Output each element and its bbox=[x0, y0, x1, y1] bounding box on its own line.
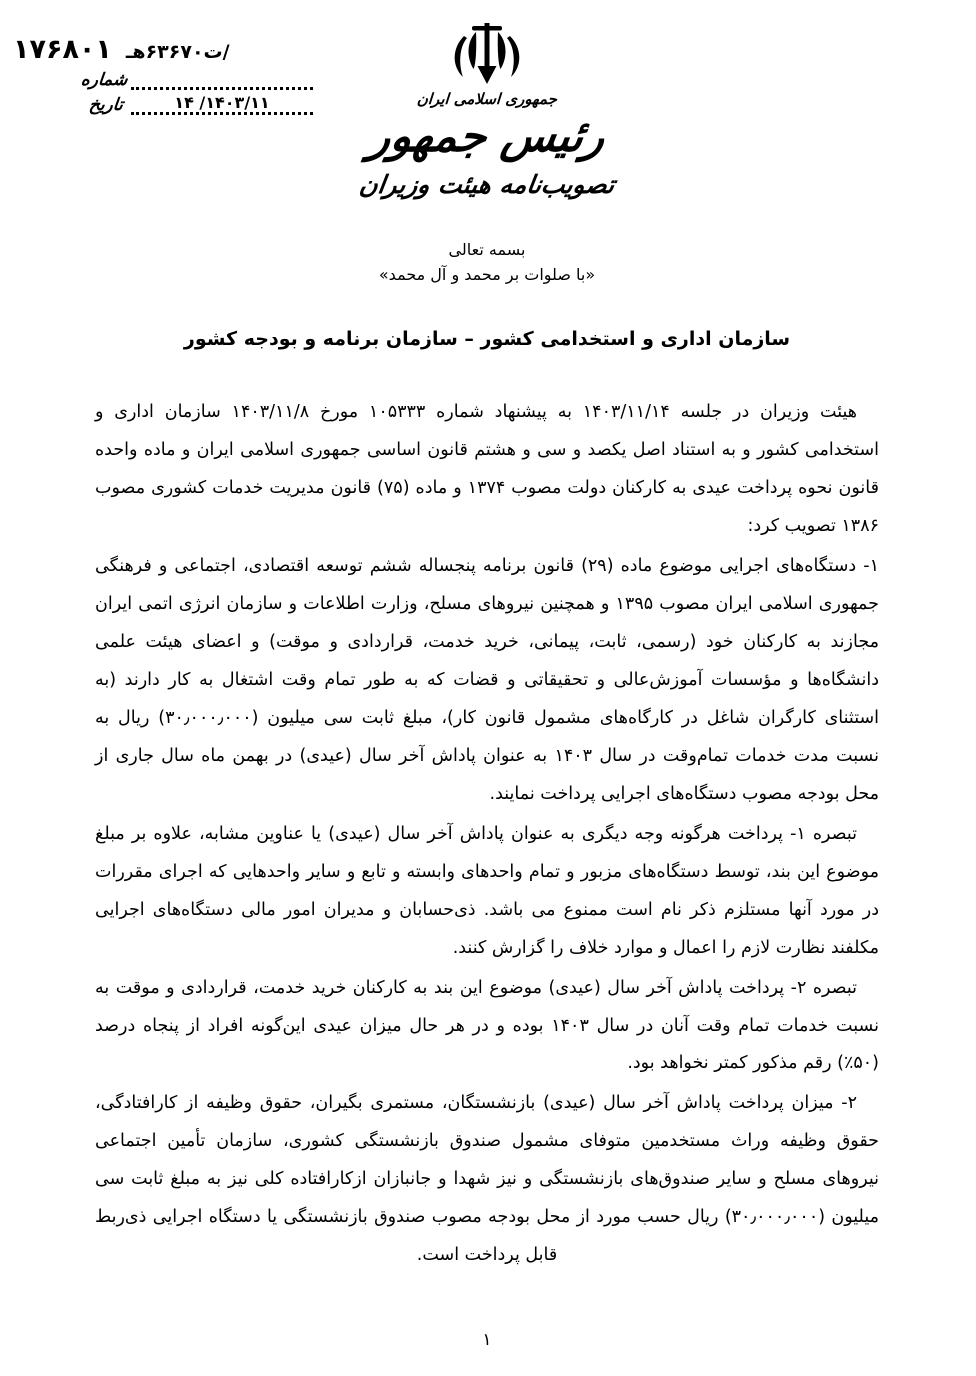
registry-number-label: شماره bbox=[80, 69, 130, 90]
paragraph-note-1: تبصره ۱- پرداخت هرگونه وجه دیگری به عنوان پاداش آخر سال (عیدی) یا عناوین مشابه، علاوه بر مبلغ موضوع این بند، توسط دستگاه‌های مزبور و تمام واحدهای وابسته و تابع و سایر واحدهایی که اجرای مقررات در مورد آنها مستلزم ذکر نام است ممنوع می باشد. ذی‌حسابان و مدیران امور مالی دستگاه‌های اجرایی مکلفند نظارت لازم را اعمال و موارد خلاف را گزارش کنند. bbox=[96, 823, 880, 958]
registry-date-value: ۱۴۰۳/۱۱/ ۱۴ bbox=[175, 93, 271, 112]
paragraph-preamble: هیئت وزیران در جلسه ۱۴۰۳/۱۱/۱۴ به پیشنهاد شماره ۱۰۵۳۳۳ مورخ ۱۴۰۳/۱۱/۸ سازمان اداری و استخدامی کشور و به استناد اصل یکصد و سی و هشتم قانون اساسی جمهوری اسلامی ایران و ماده واحده قانون نحوه پرداخت عیدی به کارکنان دولت مصوب ۱۳۷۴ و ماده (۷۵) قانون مدیریت خدمات کشوری مصوب ۱۳۸۶ تصویب کرد: bbox=[96, 402, 880, 536]
registry-number-main: ۱۷۶۸۰۱ bbox=[14, 34, 113, 65]
addressee-line: سازمان اداری و استخدامی کشور – سازمان برنامه و بودجه کشور bbox=[184, 328, 792, 350]
registry-date-label: تاریخ bbox=[88, 94, 125, 115]
document-header bbox=[0, 0, 976, 310]
emblem-and-titles bbox=[0, 22, 976, 199]
paragraph-clause-2: ۲- میزان پرداخت پاداش آخر سال (عیدی) بازنشستگان، مستمری بگیران، حقوق وظیفه از کارافتادگی، حقوق وظیفه وراث مستخدمین متوفای مشمول صندوق بازنشستگی کشوری، سازمان تأمین اجتماعی نیروهای مسلح و سایر صندوق‌های بازنشستگی و نیز شهدا و جانبازان ازکارافتاده کلی نیز به مبلغ ثابت سی میلیون (۳۰٫۰۰۰٫۰۰۰) ریال حسب مورد از محل بودجه مصوب صندوق بازنشستگی یا دستگاه اجرایی ذی‌ربط قابل پرداخت است. bbox=[96, 1093, 880, 1266]
paragraph-note-2: تبصره ۲- پرداخت پاداش آخر سال (عیدی) موضوع این بند به کارکنان خرید خدمت، قراردادی و موقت به نسبت خدمات تمام وقت آنان در سال ۱۴۰۳ بوده و در هر حال میزان عیدی این‌گونه افراد از پنجاه درصد (۵۰٪) رقم مذکور کمتر نخواهد بود. bbox=[96, 977, 880, 1074]
document-body bbox=[96, 394, 880, 1275]
iran-emblem-icon bbox=[447, 22, 529, 88]
invocation-line-2: «با صلوات بر محمد و آل محمد» bbox=[379, 264, 597, 284]
country-name: جمهوری اسلامی ایران bbox=[417, 90, 559, 108]
decree-title: تصویب‌نامه هیئت وزیران bbox=[358, 170, 618, 200]
paragraph-clause-1: ۱- دستگاه‌های اجرایی موضوع ماده (۲۹) قانون برنامه پنجساله ششم توسعه اقتصادی، اجتماعی و فرهنگی جمهوری اسلامی ایران مصوب ۱۳۹۵ و همچنین نیروهای مسلح، وزارت اطلاعات و سازمان انرژی اتمی ایران مجازند به کارکنان خود (رسمی، ثابت، پیمانی، خرید خدمت، قراردادی و موقت) و اعضای هیئت علمی دانشگاه‌ها و مؤسسات آموزش‌عالی و تحقیقاتی و قضات که به طور تمام وقت اشتغال به کار دارند (به استثنای کارگران شاغل در کارگاه‌های مشمول قانون کار)، مبلغ ثابت سی میلیون (۳۰٫۰۰۰٫۰۰۰) ریال به نسبت مدت خدمات تمام‌وقت در سال ۱۴۰۳ به عنوان پاداش آخر سال (عیدی) در بهمن ماه سال جاری از محل بودجه مصوب دستگاه‌های اجرایی پرداخت نمایند. bbox=[96, 555, 881, 804]
registry-number-suffix: /ت۶۳۶۷۰هـ bbox=[126, 41, 231, 63]
invocation-block bbox=[0, 238, 976, 288]
invocation-line-1: بسمه تعالی bbox=[449, 240, 527, 259]
page-number: ۱ bbox=[483, 1330, 493, 1350]
president-title: رئیس جمهور bbox=[366, 111, 610, 162]
